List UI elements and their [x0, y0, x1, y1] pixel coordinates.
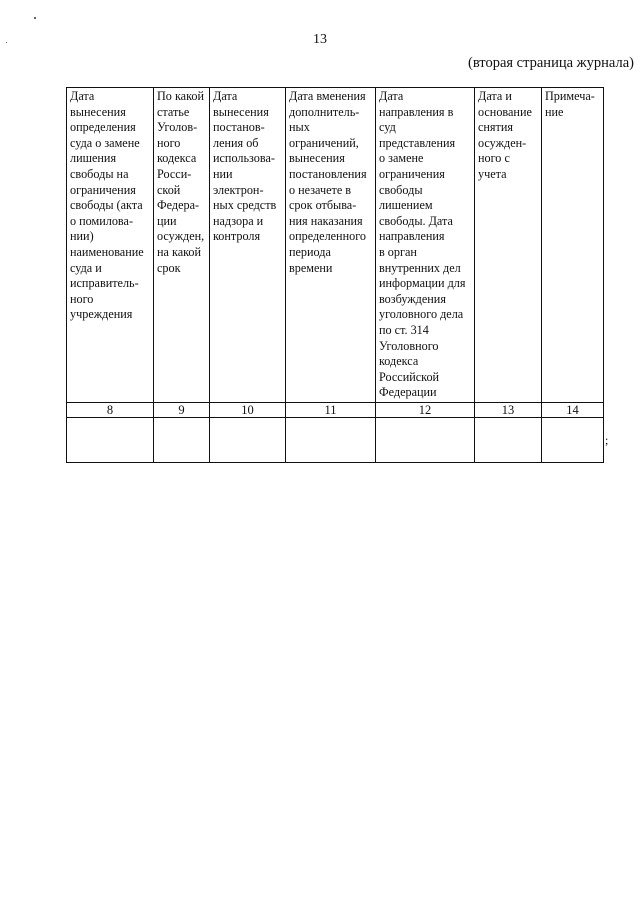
empty-cell: [154, 417, 210, 462]
page-caption: (вторая страница журнала): [467, 55, 634, 71]
column-number: 14: [542, 402, 604, 417]
scan-speck: [6, 42, 7, 43]
edge-mark: ;: [605, 433, 609, 447]
page-number: 13: [313, 32, 327, 47]
header-cell-14: Примеча- ние: [542, 88, 604, 403]
header-cell-11: Дата вменения дополнитель- ных ограничений, вынесения постановления о незачете в срок отбыва- ния наказания определенного периода времени: [286, 88, 376, 403]
header-cell-9: По какой статье Уголов- ного кодекса Росси- ской Федера- ции осужден, на какой срок: [154, 88, 210, 403]
empty-cell: [67, 417, 154, 462]
table-header-row: [67, 88, 604, 403]
column-number: 11: [286, 402, 376, 417]
empty-cell: [542, 417, 604, 462]
header-cell-10: Дата вынесения постанов- ления об использова- нии электрон- ных средств надзора и контроля: [210, 88, 286, 403]
column-number: 8: [67, 402, 154, 417]
empty-cell: [210, 417, 286, 462]
column-number: 12: [376, 402, 475, 417]
column-number: 9: [154, 402, 210, 417]
empty-cell: [286, 417, 376, 462]
empty-cell: [475, 417, 542, 462]
journal-table: [66, 87, 604, 463]
column-number: 13: [475, 402, 542, 417]
column-number-row: [67, 402, 604, 417]
header-cell-13: Дата и основание снятия осужден- ного с учета: [475, 88, 542, 403]
empty-cell: [376, 417, 475, 462]
header-cell-12: Дата направления в суд представления о замене ограничения свободы лишением свободы. Дата направления в орган внутренних дел информации для возбуждения уголовного дела по ст. 314 Уголовного кодекса Российской Федерации: [376, 88, 475, 403]
empty-data-row: [67, 417, 604, 462]
column-number: 10: [210, 402, 286, 417]
scan-speck: [34, 17, 36, 19]
header-cell-8: Дата вынесения определения суда о замене лишения свободы на ограничения свободы (акта о помилова- нии) наименование суда и исправитель- ного учреждения: [67, 88, 154, 403]
